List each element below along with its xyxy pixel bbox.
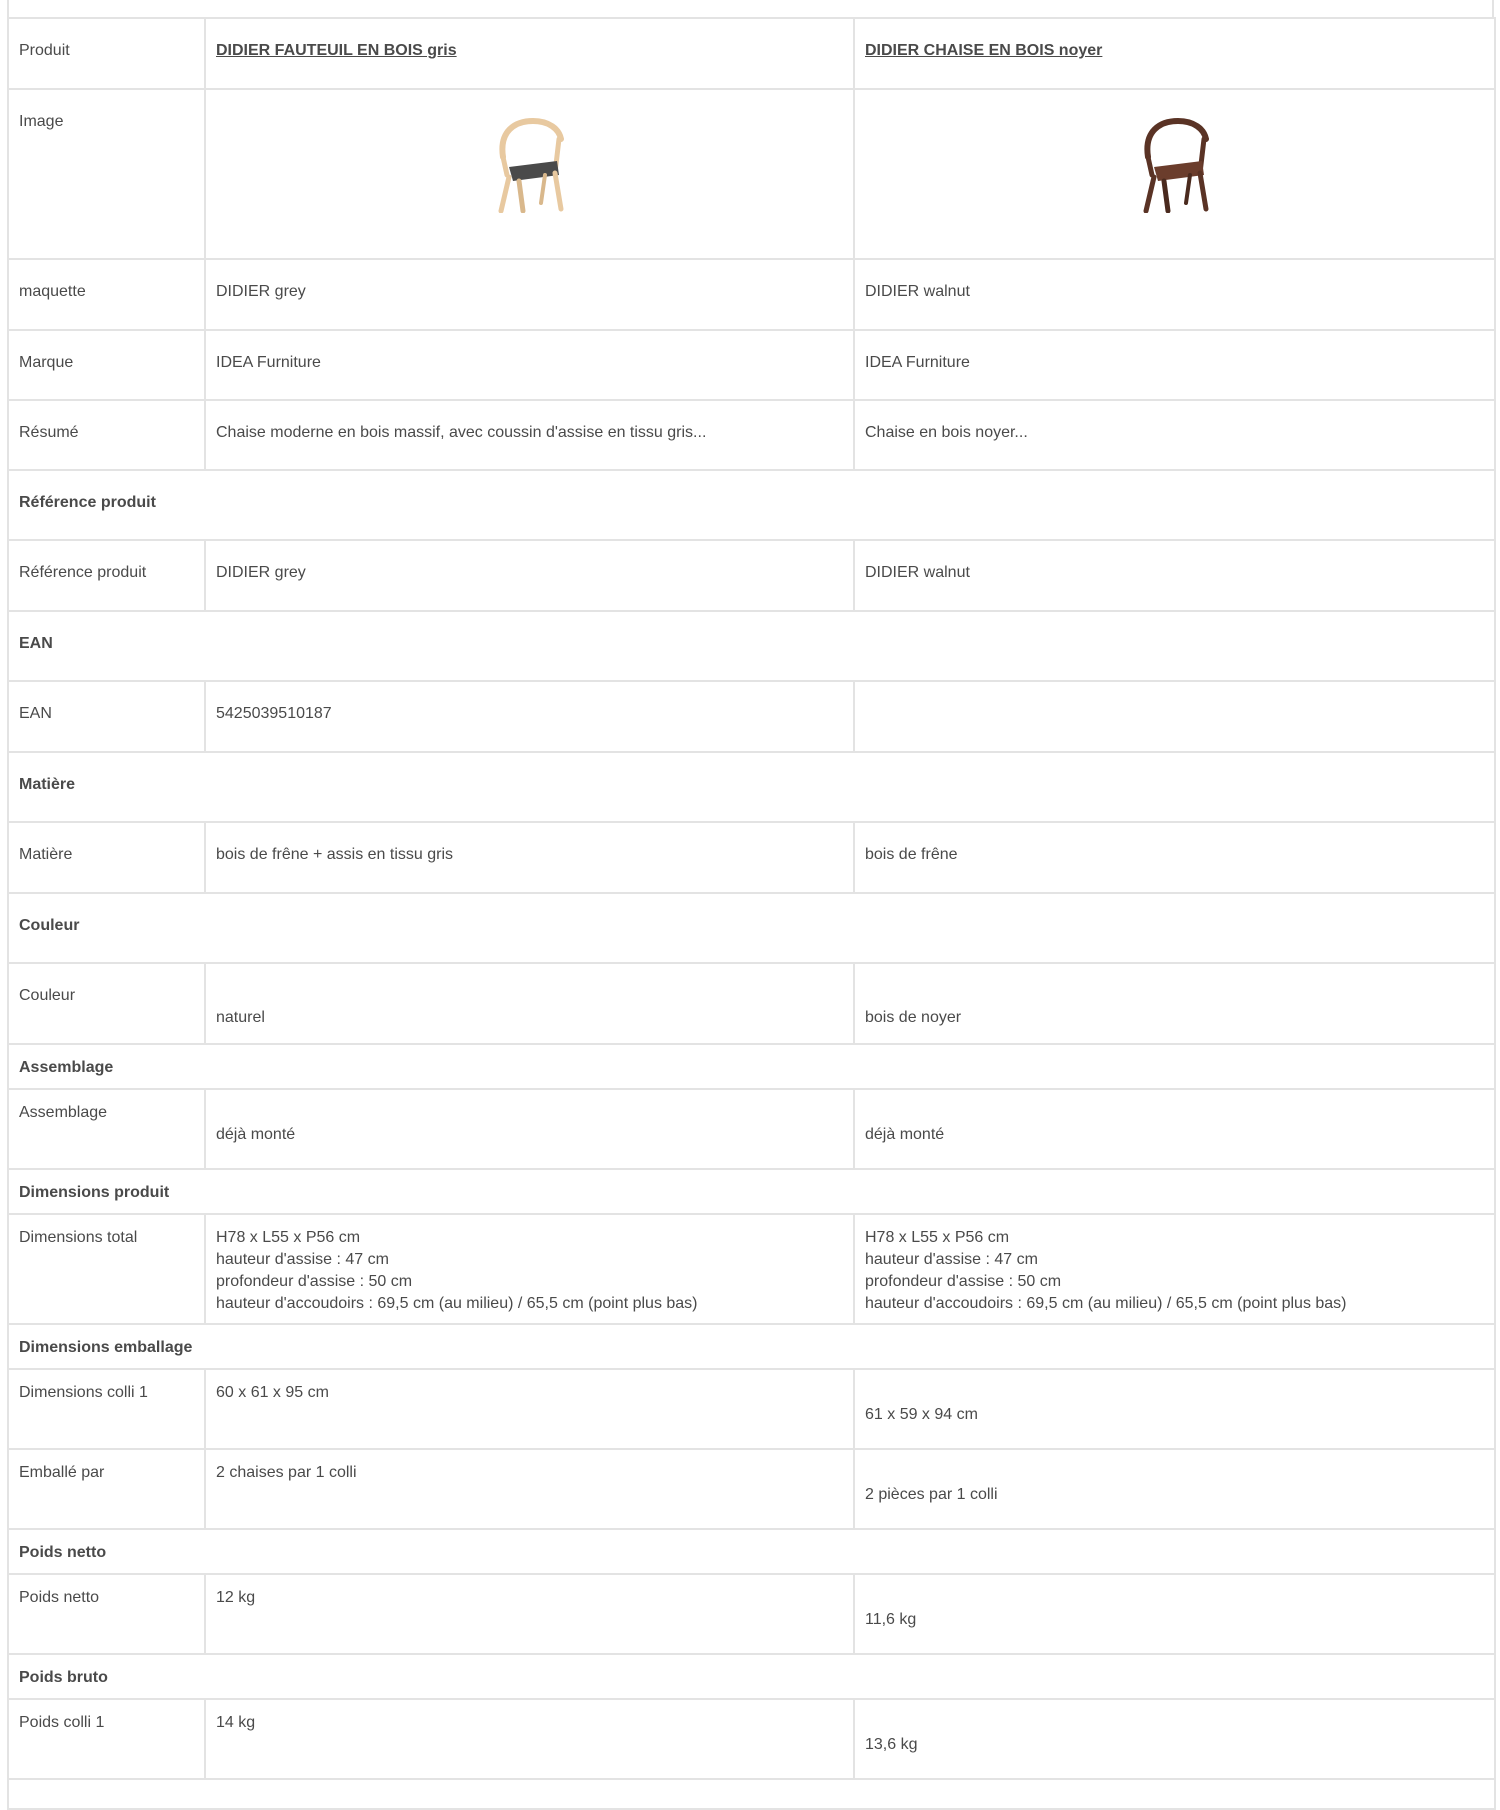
row-label: Résumé (8, 400, 205, 470)
value-cell: IDEA Furniture (205, 330, 854, 400)
table-row (8, 259, 1495, 330)
chair-walnut-icon[interactable] (1138, 117, 1212, 213)
section-header: Couleur (8, 893, 1495, 963)
table-row (8, 681, 1495, 752)
value-text: 13,6 kg (865, 1736, 918, 1753)
value-cell: bois de frêne (854, 822, 1495, 893)
row-label: Poids netto (8, 1574, 205, 1654)
section-row (8, 1654, 1495, 1699)
value-cell (854, 1369, 1495, 1449)
row-label: Image (8, 89, 205, 259)
image-cell-2 (854, 89, 1495, 259)
row-label: Couleur (8, 963, 205, 1044)
value-text: déjà monté (865, 1126, 945, 1143)
value-cell: 14 kg (205, 1699, 854, 1779)
table-row (8, 1574, 1495, 1654)
table-row (8, 1449, 1495, 1529)
section-header: Matière (8, 752, 1495, 822)
section-row (8, 1169, 1495, 1214)
value-text: 11,6 kg (865, 1611, 917, 1628)
comparison-wrapper (7, 0, 1494, 1810)
value-cell (854, 681, 1495, 752)
row-label: maquette (8, 259, 205, 330)
section-header: Poids bruto (8, 1654, 1495, 1699)
product-cell-2 (854, 18, 1495, 89)
section-row (8, 1324, 1495, 1369)
value-text: 2 pièces par 1 colli (865, 1486, 998, 1503)
table-row (8, 1699, 1495, 1779)
value-text: bois de noyer (865, 1009, 962, 1026)
value-cell: DIDIER walnut (854, 540, 1495, 611)
value-cell: H78 x L55 x P56 cm hauteur d'assise : 47 cm profondeur d'assise : 50 cm hauteur d'accoudoirs : 69,5 cm (au milieu) / 65,5 cm (point plus bas) (205, 1214, 854, 1324)
value-cell (854, 1089, 1495, 1169)
section-header: Dimensions produit (8, 1169, 1495, 1214)
row-label: Référence produit (8, 540, 205, 611)
chair-light-wood-icon[interactable] (493, 117, 567, 213)
value-text: naturel (216, 1009, 265, 1026)
section-header: EAN (8, 611, 1495, 681)
value-cell: H78 x L55 x P56 cm hauteur d'assise : 47 cm profondeur d'assise : 50 cm hauteur d'accoudoirs : 69,5 cm (au milieu) / 65,5 cm (point plus bas) (854, 1214, 1495, 1324)
value-cell: DIDIER walnut (854, 259, 1495, 330)
product-comparison-table (7, 17, 1496, 1810)
section-header: Assemblage (8, 1044, 1495, 1089)
section-row (8, 1044, 1495, 1089)
section-row (8, 470, 1495, 540)
image-cell-1 (205, 89, 854, 259)
table-row (8, 540, 1495, 611)
section-row (8, 611, 1495, 681)
section-header: Poids netto (8, 1529, 1495, 1574)
table-row (8, 1089, 1495, 1169)
table-row (8, 18, 1495, 89)
row-label: Assemblage (8, 1089, 205, 1169)
product-link-1[interactable]: DIDIER FAUTEUIL EN BOIS gris (216, 42, 457, 59)
table-top-strip (7, 0, 1494, 17)
table-row (8, 963, 1495, 1044)
value-cell (854, 1574, 1495, 1654)
section-row (8, 752, 1495, 822)
value-cell (854, 1699, 1495, 1779)
section-row (8, 893, 1495, 963)
value-text: déjà monté (216, 1126, 296, 1143)
value-cell: bois de frêne + assis en tissu gris (205, 822, 854, 893)
row-label: EAN (8, 681, 205, 752)
table-row (8, 400, 1495, 470)
table-row (8, 89, 1495, 259)
value-text: 61 x 59 x 94 cm (865, 1406, 978, 1423)
product-cell-1 (205, 18, 854, 89)
row-label: Emballé par (8, 1449, 205, 1529)
value-cell (854, 1449, 1495, 1529)
row-label: Marque (8, 330, 205, 400)
value-cell (854, 963, 1495, 1044)
product-link-2[interactable]: DIDIER CHAISE EN BOIS noyer (865, 42, 1103, 59)
value-cell (205, 1089, 854, 1169)
row-label: Dimensions total (8, 1214, 205, 1324)
value-cell: 12 kg (205, 1574, 854, 1654)
value-cell: DIDIER grey (205, 259, 854, 330)
value-cell: 60 x 61 x 95 cm (205, 1369, 854, 1449)
table-row-empty (8, 1779, 1495, 1809)
empty-cell (8, 1779, 1495, 1809)
value-cell: 5425039510187 (205, 681, 854, 752)
value-cell: IDEA Furniture (854, 330, 1495, 400)
row-label: Matière (8, 822, 205, 893)
value-cell: Chaise en bois noyer... (854, 400, 1495, 470)
row-label: Dimensions colli 1 (8, 1369, 205, 1449)
value-cell: 2 chaises par 1 colli (205, 1449, 854, 1529)
table-row (8, 1369, 1495, 1449)
section-header: Dimensions emballage (8, 1324, 1495, 1369)
row-label: Produit (8, 18, 205, 89)
value-cell (205, 963, 854, 1044)
section-header: Référence produit (8, 470, 1495, 540)
table-row (8, 1214, 1495, 1324)
value-cell: DIDIER grey (205, 540, 854, 611)
row-label: Poids colli 1 (8, 1699, 205, 1779)
value-cell: Chaise moderne en bois massif, avec coussin d'assise en tissu gris... (205, 400, 854, 470)
section-row (8, 1529, 1495, 1574)
table-row (8, 330, 1495, 400)
table-row (8, 822, 1495, 893)
